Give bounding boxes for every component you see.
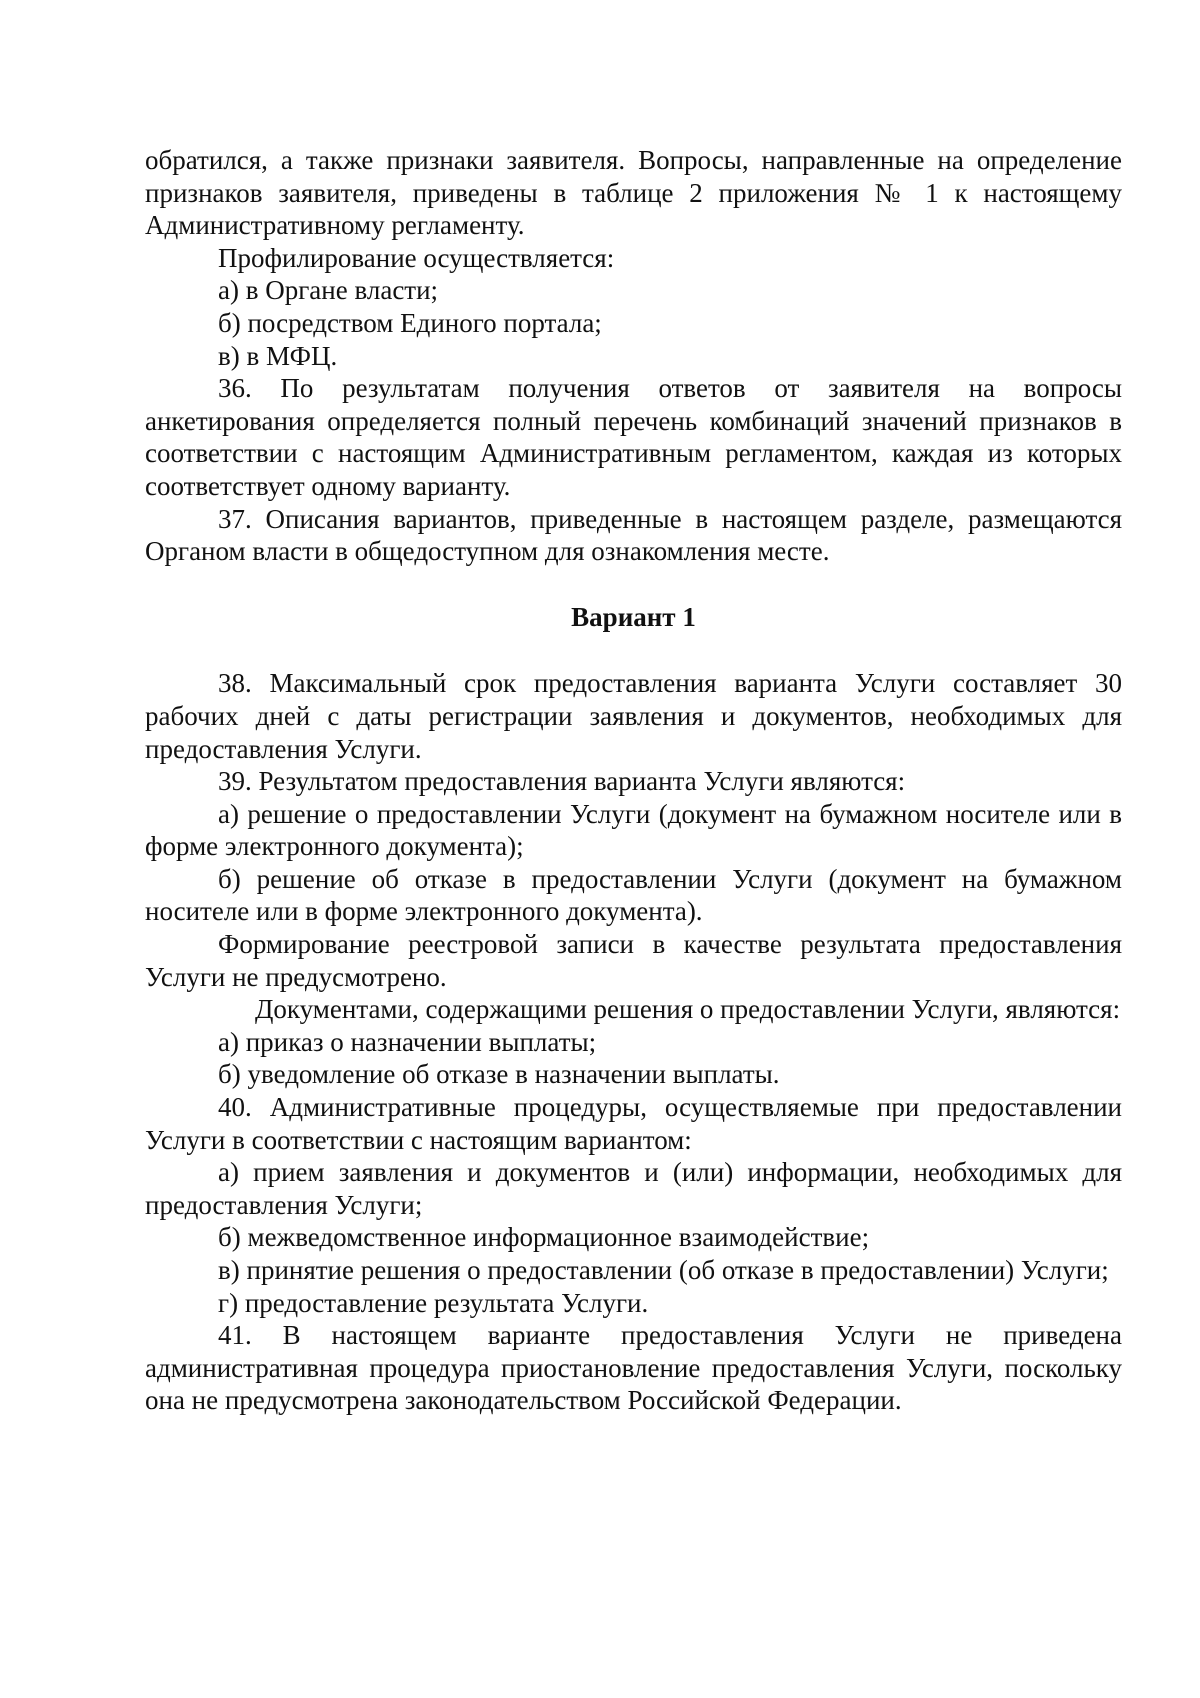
paragraph-decision-item-b: б) уведомление об отказе в назначении выплаты. — [218, 1059, 780, 1090]
paragraph-41: 41. В настоящем варианте предоставления Услуги не приведена административная процедура приостановление предоставления Услуги, поскольку она не предусмотрена законодательством Российской Федерации. — [145, 1320, 1122, 1416]
paragraph-registry-record: Формирование реестровой записи в качестве результата предоставления Услуги не предусмотрено. — [145, 929, 1122, 992]
paragraph-decision-item-a: а) приказ о назначении выплаты; — [218, 1026, 597, 1057]
paragraph-profiling-intro: Профилирование осуществляется: — [218, 242, 615, 273]
document-body — [145, 144, 1122, 1417]
section-heading: Вариант 1 — [571, 601, 696, 632]
paragraph-36: 36. По результатам получения ответов от заявителя на вопросы анкетирования определяется полный перечень комбинаций значений признаков в соответствии с настоящим Административным регламентом, каждая из которых соответствует одному варианту. — [145, 373, 1122, 501]
paragraph-38: 38. Максимальный срок предоставления варианта Услуги составляет 30 рабочих дней с даты регистрации заявления и документов, необходимых для предоставления Услуги. — [145, 668, 1122, 764]
paragraph-37: 37. Описания вариантов, приведенные в настоящем разделе, размещаются Органом власти в общедоступном для ознакомления месте. — [145, 503, 1122, 567]
paragraph-list-item-c: в) в МФЦ. — [218, 340, 338, 371]
paragraph-list-item-b: б) посредством Единого портала; — [218, 307, 602, 338]
paragraph-list-item-a: а) в Органе власти; — [218, 275, 439, 306]
paragraph-40: 40. Административные процедуры, осуществляемые при предоставлении Услуги в соответствии с настоящим вариантом: — [145, 1092, 1122, 1155]
paragraph-39: 39. Результатом предоставления варианта Услуги являются: — [218, 766, 906, 797]
paragraph-39-item-b: б) решение об отказе в предоставлении Услуги (документ на бумажном носителе или в форме электронного документа). — [145, 863, 1122, 927]
paragraph-decision-documents: Документами, содержащими решения о предоставлении Услуги, являются: — [255, 994, 1121, 1025]
paragraph-39-item-a: а) решение о предоставлении Услуги (документ на бумажном носителе или в форме электронного документа); — [145, 798, 1122, 862]
paragraph-40-item-a: а) прием заявления и документов и (или) информации, необходимых для предоставления Услуги; — [145, 1157, 1122, 1220]
paragraph-40-item-b: б) межведомственное информационное взаимодействие; — [218, 1222, 870, 1253]
paragraph-continuation: обратился, а также признаки заявителя. Вопросы, направленные на определение признаков заявителя, приведены в таблице 2 приложения № 1 к настоящему Административному регламенту. — [145, 145, 1122, 241]
paragraph-40-item-d: г) предоставление результата Услуги. — [218, 1287, 649, 1318]
paragraph-40-item-c: в) принятие решения о предоставлении (об отказе в предоставлении) Услуги; — [218, 1255, 1109, 1285]
